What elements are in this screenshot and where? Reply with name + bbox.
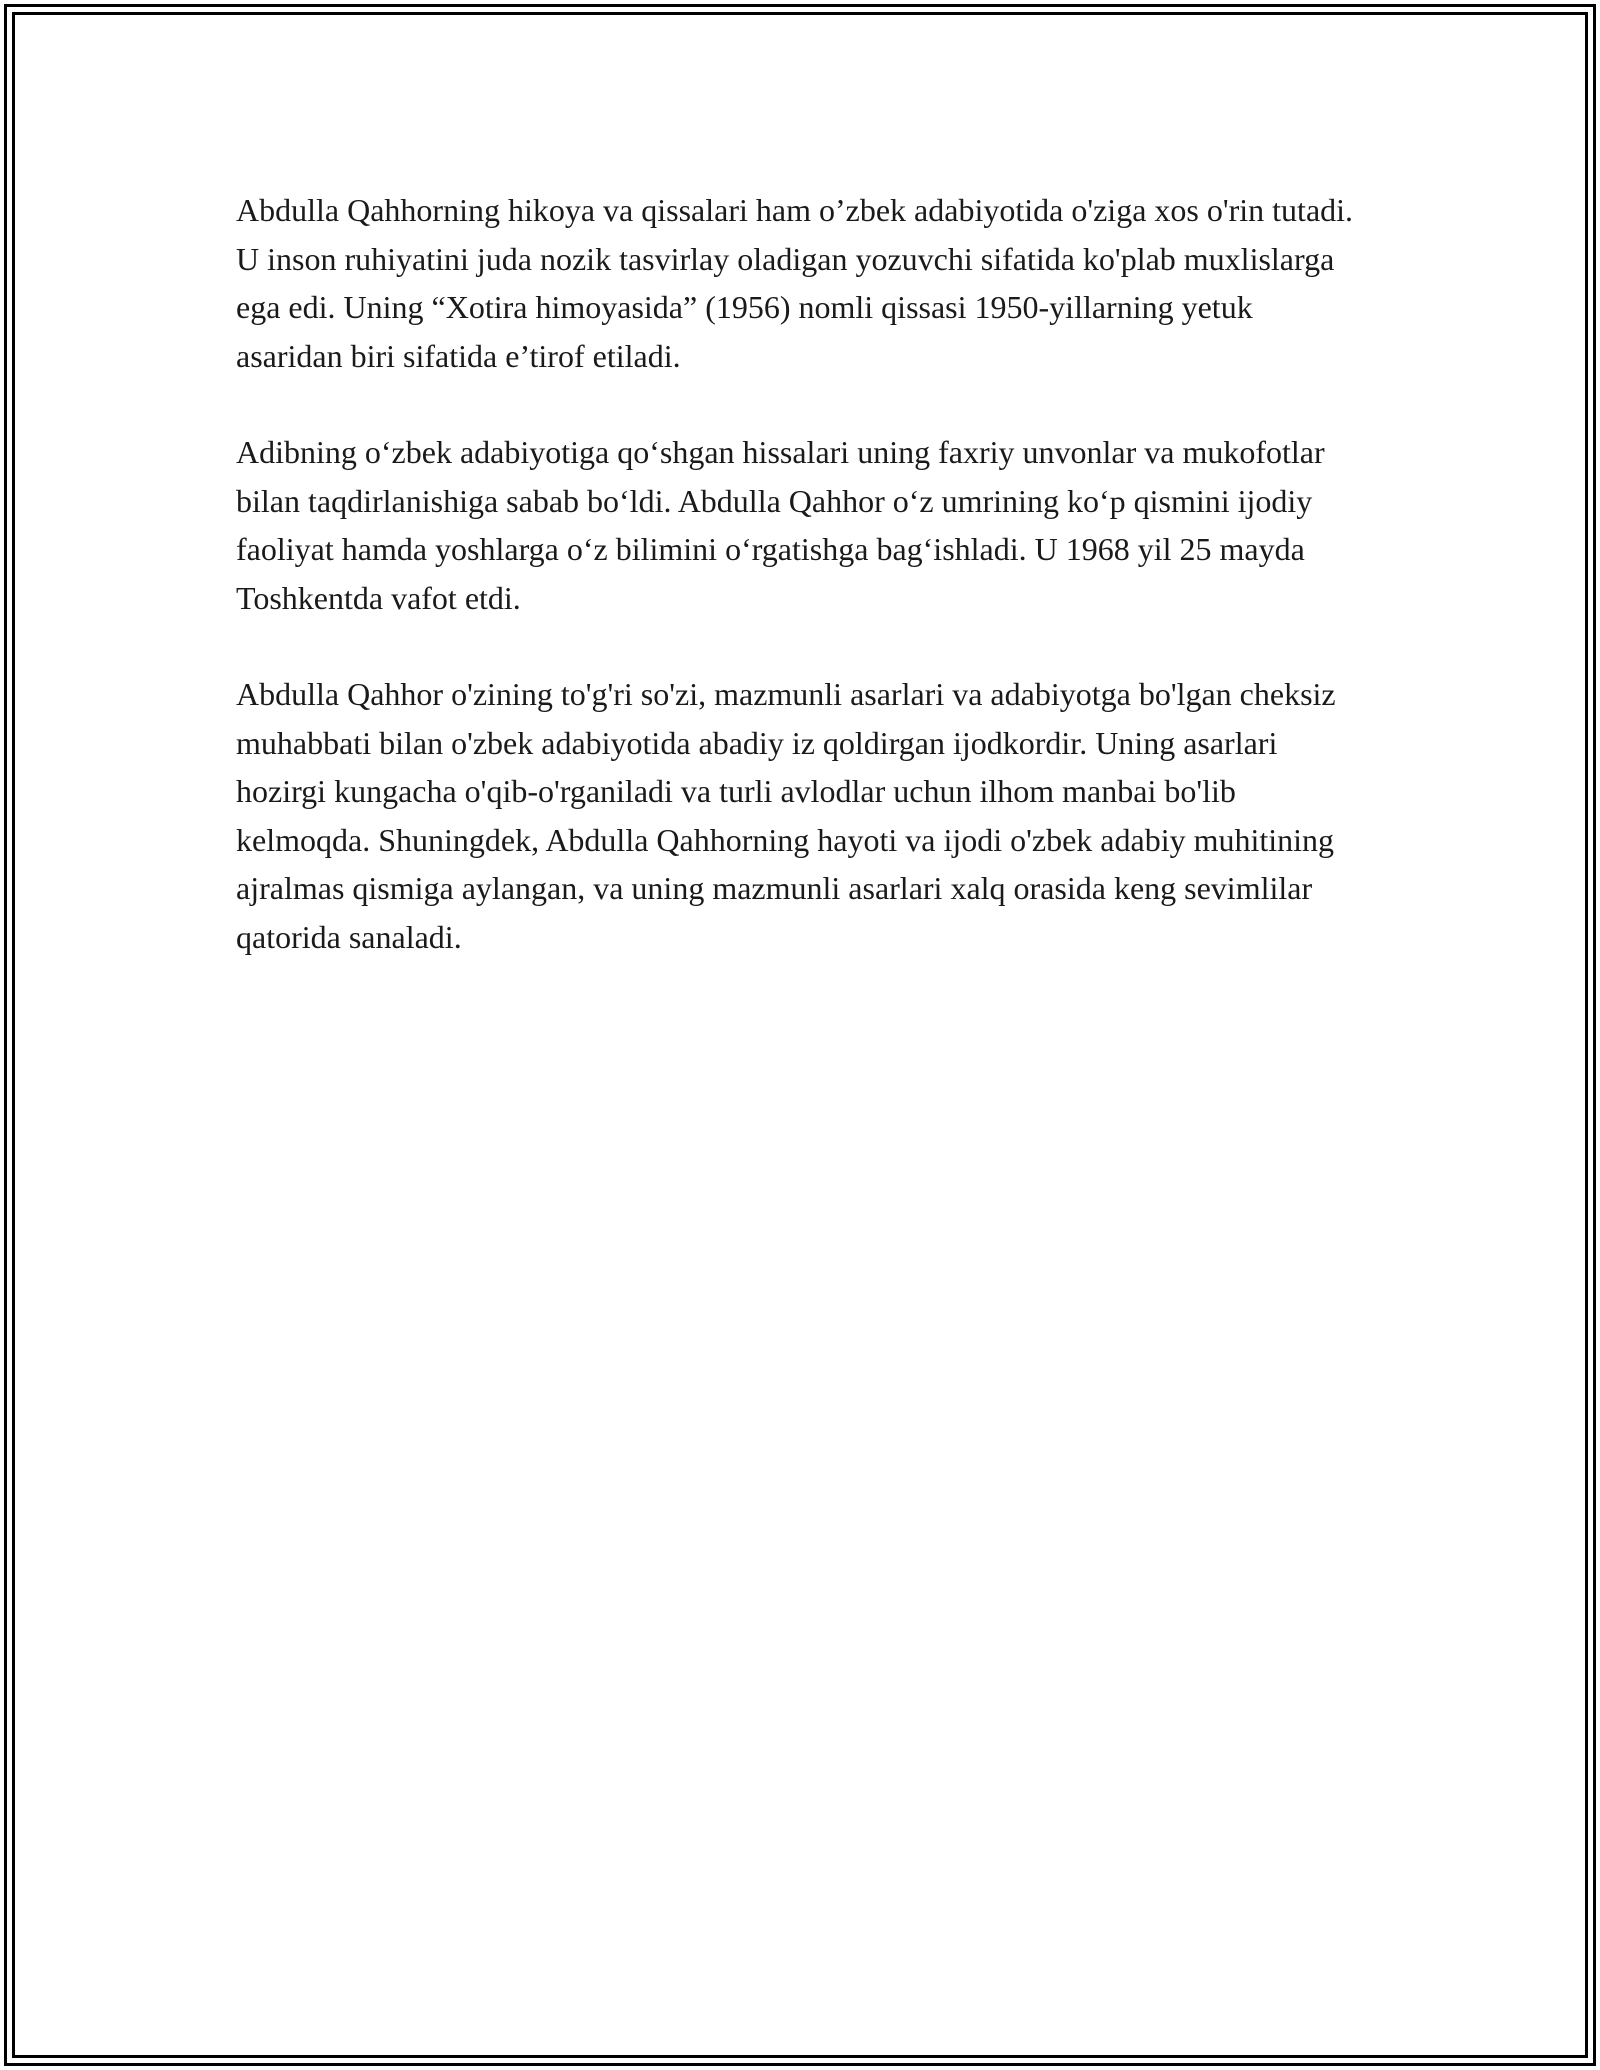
paragraph-2: Adibning oʻzbek adabiyotiga qoʻshgan hissalari uning faxriy unvonlar va mukofotlar bilan taqdirlanishiga sabab boʻldi. Abdulla Qahhor oʻz umrining koʻp qismini ijodiy faoliyat hamda yoshlarga oʻz bilimini oʻrgatishga bagʻishladi. U 1968 yil 25 mayda Toshkentda vafot etdi. xyxy=(236,434,1325,616)
paragraph-1: Abdulla Qahhorning hikoya va qissalari ham o’zbek adabiyotida o'ziga xos o'rin tutadi. U inson ruhiyatini juda nozik tasvirlay oladigan yozuvchi sifatida ko'plab muxlislarga ega edi. Uning “Xotira himoyasida” (1956) nomli qissasi 1950-yillarning yetuk asaridan biri sifatida e’tirof etiladi. xyxy=(236,192,1354,374)
document-body xyxy=(236,186,1364,1009)
paragraph-3: Abdulla Qahhor o'zining to'g'ri so'zi, mazmunli asarlari va adabiyotga bo'lgan cheksiz muhabbati bilan o'zbek adabiyotida abadiy iz qoldirgan ijodkordir. Uning asarlari hozirgi kungacha o'qib-o'rganiladi va turli avlodlar uchun ilhom manbai bo'lib kelmoqda. Shuningdek, Abdulla Qahhorning hayoti va ijodi o'zbek adabiy muhitining ajralmas qismiga aylangan, va uning mazmunli asarlari xalq orasida keng sevimlilar qatorida sanaladi. xyxy=(236,676,1336,955)
